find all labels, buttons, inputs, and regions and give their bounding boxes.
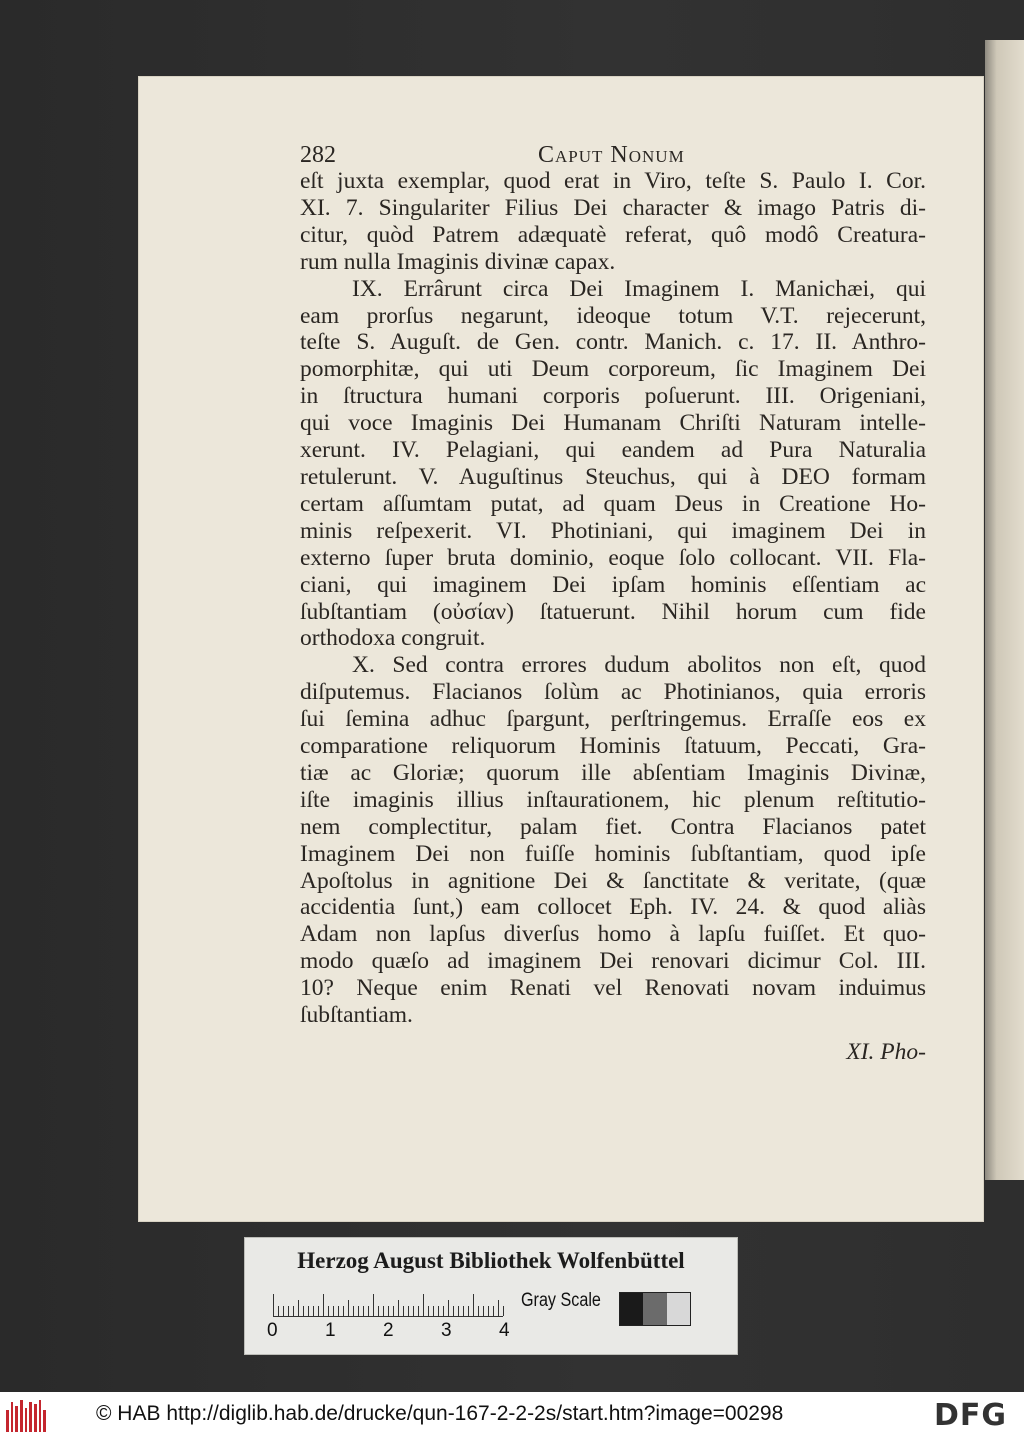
- scale-tick: [458, 1306, 459, 1316]
- scale-tick: [338, 1306, 339, 1316]
- text-line: ciani, qui imaginem Dei ipſam hominis eſſentiam ac: [300, 571, 926, 598]
- scale-tick: [393, 1306, 394, 1316]
- text-line: ſubſtantiam (οὐσίαν) ſtatuerunt. Nihil horum cum fide: [300, 598, 926, 625]
- scale-tick: [423, 1294, 424, 1316]
- scale-tick: [398, 1300, 399, 1316]
- hab-logo-bar: [39, 1400, 42, 1432]
- text-line: Imaginem Dei non fuiſſe hominis ſubſtantiam, quod ipſe: [300, 840, 926, 867]
- scale-number: 0: [267, 1320, 278, 1341]
- scale-tick: [483, 1306, 484, 1316]
- text-line: ſubſtantiam.: [300, 1002, 413, 1029]
- text-line: modo quæſo ad imaginem Dei renovari dicimur Col. III.: [300, 948, 926, 975]
- book-page: [138, 76, 984, 1222]
- scale-tick: [433, 1306, 434, 1316]
- scale-tick: [453, 1306, 454, 1316]
- hab-logo-bar: [20, 1400, 23, 1432]
- scale-tick: [418, 1306, 419, 1316]
- scale-tick: [378, 1306, 379, 1316]
- page-number: 282: [300, 142, 336, 168]
- text-line: qui voce Imaginis Dei Humanam Chriſti Naturam intelle-: [300, 410, 926, 437]
- text-line: orthodoxa congruit.: [300, 625, 486, 652]
- scale-tick: [358, 1306, 359, 1316]
- scale-tick: [318, 1306, 319, 1316]
- scale-tick: [448, 1300, 449, 1316]
- dfg-logo-icon: DFG: [934, 1398, 1008, 1433]
- text-line: diſputemus. Flacianos ſolùm ac Photinianos, quia erroris: [300, 679, 926, 706]
- scale-number: 3: [441, 1320, 452, 1341]
- scale-tick: [478, 1306, 479, 1316]
- scale-tick: [298, 1300, 299, 1316]
- scale-tick: [488, 1306, 489, 1316]
- scale-tick: [293, 1306, 294, 1316]
- text-line: accidentia ſunt,) eam collocet Eph. IV. 24. & quod aliàs: [300, 894, 926, 921]
- text-line: rum nulla Imaginis divinæ capax.: [300, 248, 616, 275]
- scale-number: 1: [325, 1320, 336, 1341]
- scale-tick: [428, 1306, 429, 1316]
- scale-number: 2: [383, 1320, 394, 1341]
- hab-logo-bar: [15, 1406, 18, 1432]
- scale-tick: [363, 1306, 364, 1316]
- text-line: comparatione reliquorum Hominis ſtatuum, Peccati, Gra-: [300, 733, 926, 760]
- adjacent-page-edge: [985, 40, 1024, 1180]
- hab-logo-bar: [11, 1402, 14, 1432]
- scale-tick: [383, 1306, 384, 1316]
- text-line: eſt juxta exemplar, quod erat in Viro, teſte S. Paulo I. Cor.: [300, 168, 926, 194]
- scale-tick: [278, 1306, 279, 1316]
- copyright-url: © HAB http://diglib.hab.de/drucke/qun-167-2-2-2s/start.htm?image=00298: [96, 1402, 784, 1425]
- scale-tick: [368, 1306, 369, 1316]
- text-line: pomorphitæ, qui uti Deum corporeum, ſic Imaginem Dei: [300, 356, 926, 383]
- scale-tick: [283, 1306, 284, 1316]
- scale-ruler-numbers: [267, 1320, 527, 1344]
- text-line: 10? Neque enim Renati vel Renovati novam induimus: [300, 975, 926, 1002]
- scale-tick: [288, 1306, 289, 1316]
- scale-tick: [408, 1306, 409, 1316]
- scale-tick: [438, 1306, 439, 1316]
- gray-scale-label: Gray Scale: [521, 1290, 601, 1311]
- text-line: XI. 7. Singulariter Filius Dei character & imago Patris di-: [300, 194, 926, 221]
- library-name: Herzog August Bibliothek Wolfenbüttel: [297, 1248, 685, 1273]
- page-text-block: [300, 142, 926, 1066]
- scale-tick: [443, 1306, 444, 1316]
- running-title: Caput Nonum: [538, 142, 685, 168]
- catchword: XI. Pho-: [846, 1039, 926, 1065]
- scale-tick: [328, 1306, 329, 1316]
- footer-bar: [0, 1392, 1024, 1440]
- scale-tick: [463, 1306, 464, 1316]
- scale-tick: [303, 1306, 304, 1316]
- text-line: xerunt. IV. Pelagiani, qui eandem ad Pura Naturalia: [300, 437, 926, 464]
- scale-number: 4: [499, 1320, 510, 1341]
- text-line: teſte S. Auguſt. de Gen. contr. Manich. c. 17. II. Anthro-: [300, 329, 926, 356]
- hab-logo-bar: [29, 1402, 32, 1432]
- library-label: [244, 1237, 738, 1355]
- scale-tick: [403, 1306, 404, 1316]
- text-line: Apoſtolus in agnitione Dei & ſanctitate & veritate, (quæ: [300, 867, 926, 894]
- text-line: eam prorſus negarunt, ideoque totum V.T. rejecerunt,: [300, 302, 926, 329]
- scale-tick: [413, 1306, 414, 1316]
- text-line: citur, quòd Patrem adæquatè referat, quô modô Creatura-: [300, 221, 926, 248]
- text-line: iſte imaginis illius inſtaurationem, hic plenum reſtitutio-: [300, 786, 926, 813]
- hab-logo-icon: [6, 1400, 46, 1432]
- text-line: tiæ ac Gloriæ; quorum ille abſentiam Imaginis Divinæ,: [300, 759, 926, 786]
- scale-tick: [388, 1306, 389, 1316]
- hab-logo-bar: [34, 1404, 37, 1432]
- hab-logo-bar: [25, 1408, 28, 1432]
- scale-tick: [273, 1294, 274, 1316]
- scale-tick: [333, 1306, 334, 1316]
- gray-swatch: [643, 1293, 666, 1325]
- hab-logo-bar: [43, 1410, 46, 1432]
- scale-tick: [473, 1294, 474, 1316]
- scale-tick: [503, 1306, 504, 1316]
- scale-ruler: [273, 1294, 503, 1317]
- text-line: ſui ſemina adhuc ſpargunt, perſtringemus. Erraſſe eos ex: [300, 706, 926, 733]
- text-line: externo ſuper bruta dominio, eoque ſolo collocant. VII. Fla-: [300, 544, 926, 571]
- scale-tick: [348, 1300, 349, 1316]
- text-line: IX. Errârunt circa Dei Imaginem I. Manichæi, qui: [352, 275, 926, 302]
- text-line: in ſtructura humani corporis poſuerunt. III. Origeniani,: [300, 383, 926, 410]
- scale-tick: [373, 1294, 374, 1316]
- scale-tick: [468, 1306, 469, 1316]
- scale-tick: [308, 1306, 309, 1316]
- text-line: nem complectitur, palam fiet. Contra Flacianos patet: [300, 813, 926, 840]
- scale-tick: [493, 1306, 494, 1316]
- text-line: retulerunt. V. Auguſtinus Steuchus, qui à DEO formam: [300, 463, 926, 490]
- gray-scale-swatches: [619, 1292, 691, 1326]
- text-lines: [300, 168, 926, 1029]
- scale-tick: [343, 1306, 344, 1316]
- scale-tick: [323, 1294, 324, 1316]
- gray-swatch: [620, 1293, 643, 1325]
- scale-tick: [353, 1306, 354, 1316]
- running-head: [300, 142, 926, 172]
- text-line: Adam non lapſus diverſus homo à lapſu fuiſſet. Et quo-: [300, 921, 926, 948]
- gray-swatch: [667, 1293, 690, 1325]
- scale-tick: [313, 1306, 314, 1316]
- text-line: certam aſſumtam putat, ad quam Deus in Creatione Ho-: [300, 490, 926, 517]
- hab-logo-bar: [6, 1410, 9, 1432]
- text-line: minis reſpexerit. VI. Photiniani, qui imaginem Dei in: [300, 517, 926, 544]
- scale-tick: [498, 1300, 499, 1316]
- text-line: X. Sed contra errores dudum abolitos non eſt, quod: [352, 652, 926, 679]
